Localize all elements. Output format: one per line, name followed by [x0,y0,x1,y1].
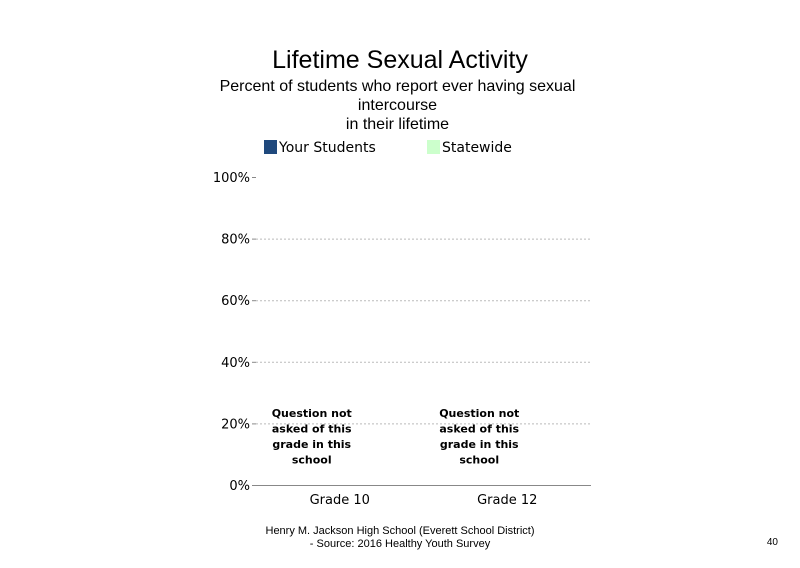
annotation-line: asked of this [271,422,352,436]
subtitle-line-1: Percent of students who report ever having sexual [219,78,576,95]
chart-title: Lifetime Sexual Activity [272,46,528,74]
y-tick-label-100: 100% [212,171,250,186]
annotation-line: asked of this [439,422,520,436]
annotation-line: grade in this [272,438,352,451]
x-tick-label-grade-12: Grade 12 [477,493,538,508]
subtitle-line-3: in their lifetime [345,116,450,133]
annotation-line: school [459,453,500,467]
x-tick-label-grade-10: Grade 10 [309,493,370,508]
footer-source [200,525,600,551]
y-tick-label-60: 60% [221,294,250,310]
annotation-line: Question not [439,407,520,420]
page-number: 40 [766,537,778,548]
subtitle-line-2: intercourse [357,97,438,114]
y-tick-label-40: 40% [221,355,250,371]
legend-label-your-students: Your Students [279,140,376,156]
annotation-grade-12 [439,407,519,467]
footer-line-2: - Source: 2016 Healthy Youth Survey [309,538,491,550]
annotation-line: school [291,453,332,467]
y-tick-label-0: 0% [229,479,250,494]
annotation-line: Question not [271,407,352,420]
annotation-line: grade in this [439,438,519,451]
annotation-grade-10 [272,407,352,467]
y-tick-label-80: 80% [221,232,250,248]
y-tick-label-20: 20% [221,417,250,433]
legend-label-statewide: Statewide [442,140,512,156]
footer-line-1: Henry M. Jackson High School (Everett School District) [265,525,535,537]
